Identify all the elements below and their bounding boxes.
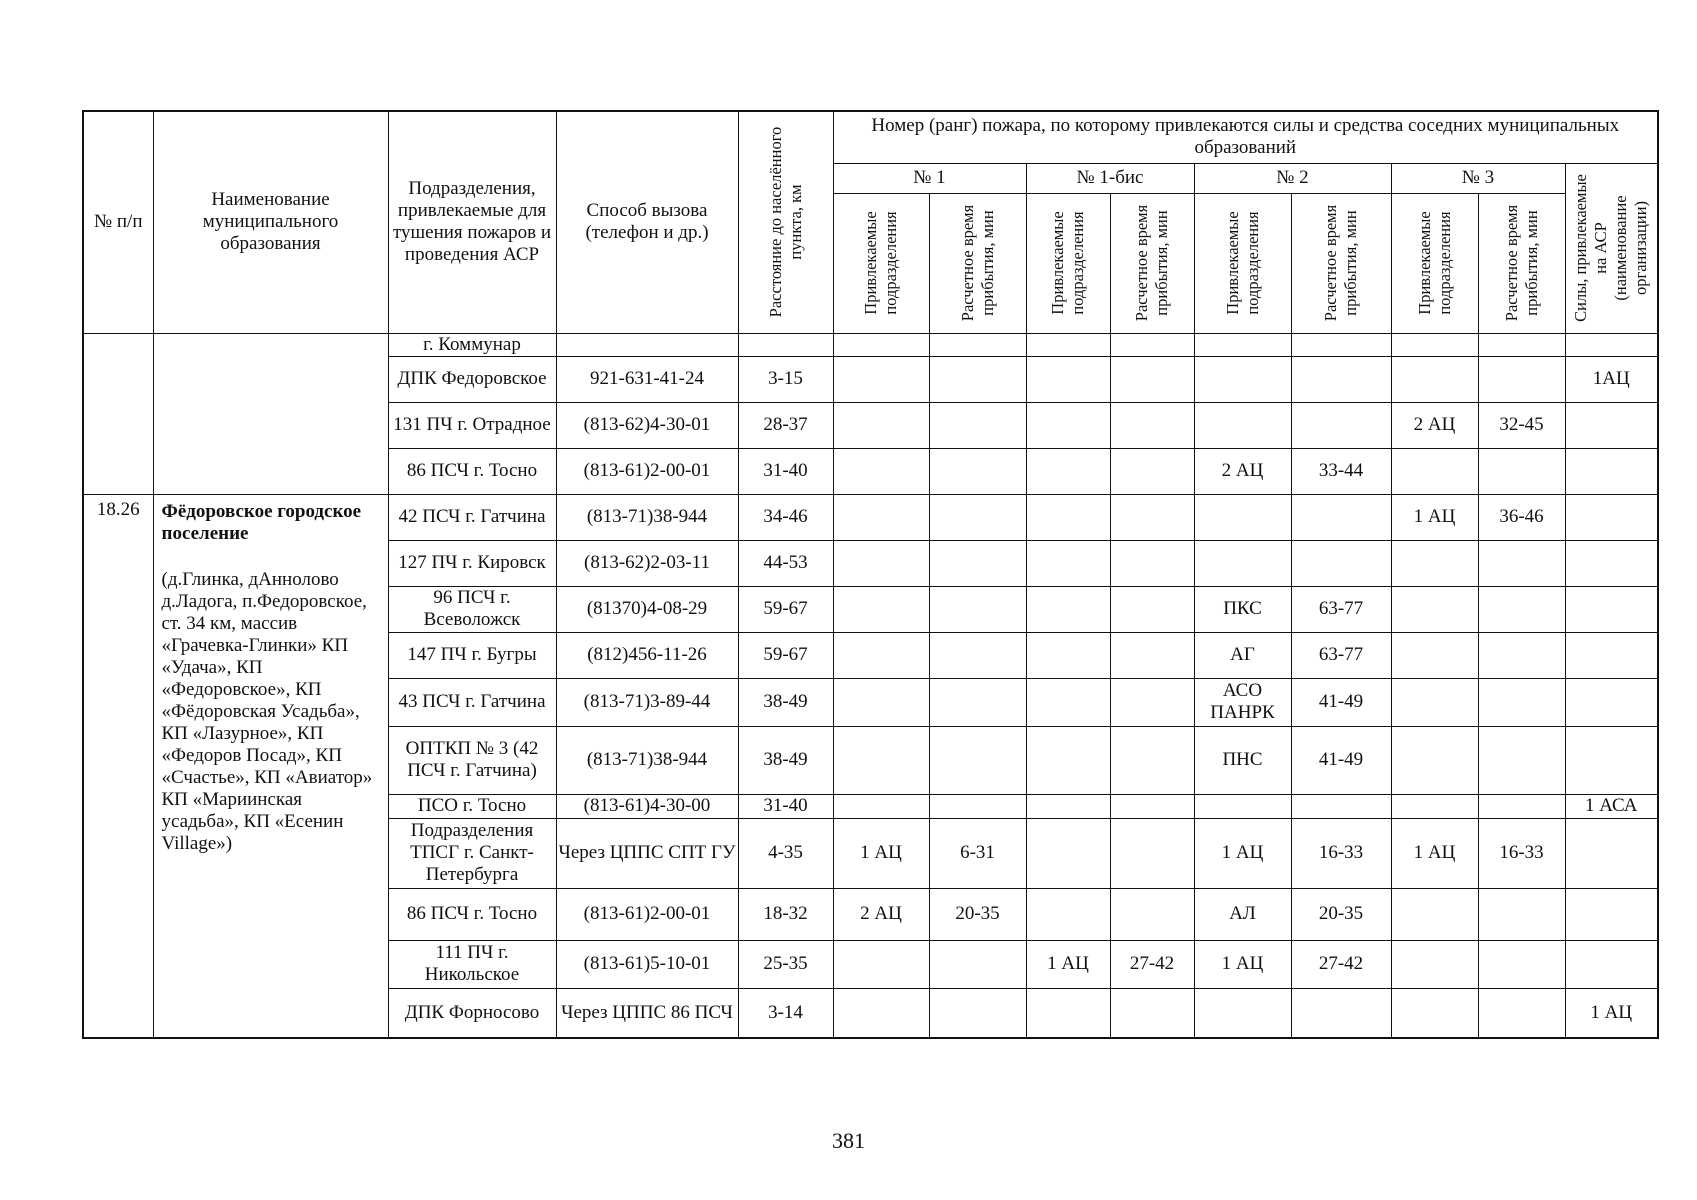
r2-time-cell (1291, 333, 1391, 356)
unit-cell: ОПТКП № 3 (42 ПСЧ г. Гатчина) (388, 726, 556, 794)
asr-cell (1565, 726, 1658, 794)
r3-units-cell (1391, 988, 1478, 1038)
call-cell: (813-71)38-944 (556, 726, 738, 794)
distance-cell: 34-46 (738, 494, 833, 540)
r1bis-time-cell (1110, 356, 1194, 402)
header-r3-units: Привлекаемые подразделения (1391, 193, 1478, 333)
r1bis-units-cell (1026, 586, 1110, 632)
r2-time-cell (1291, 988, 1391, 1038)
unit-cell: ПСО г. Тосно (388, 794, 556, 818)
r1bis-units-cell (1026, 794, 1110, 818)
r2-units-cell (1194, 402, 1291, 448)
r3-units-cell (1391, 726, 1478, 794)
asr-cell (1565, 632, 1658, 678)
header-r3-time: Расчетное время прибытия, мин (1478, 193, 1565, 333)
unit-cell: Подразделения ТПСГ г. Санкт-Петербурга (388, 818, 556, 888)
asr-cell (1565, 586, 1658, 632)
r1-units-cell (833, 678, 929, 726)
r1bis-time-cell (1110, 632, 1194, 678)
page-number: 381 (832, 1128, 865, 1153)
header-units: Подразделения, привлекаемые для тушения пожаров и проведения АСР (388, 111, 556, 333)
unit-cell: 43 ПСЧ г. Гатчина (388, 678, 556, 726)
r1-units-cell: 1 АЦ (833, 818, 929, 888)
r1bis-time-cell (1110, 540, 1194, 586)
call-cell: (812)456-11-26 (556, 632, 738, 678)
r1bis-time-cell (1110, 494, 1194, 540)
header-rank-1: № 1 (833, 163, 1026, 193)
r1-time-cell (929, 726, 1026, 794)
unit-cell: ДПК Федоровское (388, 356, 556, 402)
r1-units-cell (833, 940, 929, 988)
r1-units-cell (833, 333, 929, 356)
r3-units-cell (1391, 333, 1478, 356)
call-cell: Через ЦППС 86 ПСЧ (556, 988, 738, 1038)
r1-units-cell: 2 АЦ (833, 888, 929, 940)
r2-units-cell: АЛ (1194, 888, 1291, 940)
r1bis-units-cell (1026, 678, 1110, 726)
unit-cell: 96 ПСЧ г. Всеволожск (388, 586, 556, 632)
r2-units-cell: АСО ПАНРК (1194, 678, 1291, 726)
municipality-settlements: (д.Глинка, дАннолово д.Ладога, п.Федоровское, ст. 34 км, массив «Грачевка-Глинки» КП «Удача», КП «Федоровское», КП «Фёдоровская Усадьба», КП «Лазурное», КП «Федоров Посад», КП «Счастье», КП «Авиатор» КП «Мариинская усадьба», КП «Есенин Village») (161, 568, 373, 854)
distance-cell: 38-49 (738, 726, 833, 794)
r1-time-cell: 20-35 (929, 888, 1026, 940)
r1-time-cell (929, 540, 1026, 586)
table-row (83, 494, 1658, 540)
r3-time-cell (1478, 888, 1565, 940)
distance-cell: 38-49 (738, 678, 833, 726)
asr-cell (1565, 448, 1658, 494)
unit-cell: г. Коммунар (388, 333, 556, 356)
r3-time-cell (1478, 940, 1565, 988)
call-cell: (813-61)2-00-01 (556, 888, 738, 940)
r2-time-cell: 63-77 (1291, 586, 1391, 632)
r2-units-cell: ПКС (1194, 586, 1291, 632)
r2-units-cell: 1 АЦ (1194, 940, 1291, 988)
header-asr-forces: Силы, привлекаемые на АСР (наименование организации) (1565, 163, 1658, 333)
asr-cell (1565, 494, 1658, 540)
r1-time-cell (929, 448, 1026, 494)
r1bis-time-cell (1110, 586, 1194, 632)
r2-time-cell (1291, 402, 1391, 448)
asr-cell (1565, 402, 1658, 448)
municipality-number: 18.26 (83, 494, 153, 1038)
header-call-method: Способ вызова (телефон и др.) (556, 111, 738, 333)
r3-units-cell (1391, 888, 1478, 940)
distance-cell: 28-37 (738, 402, 833, 448)
distance-cell: 59-67 (738, 632, 833, 678)
r1bis-time-cell (1110, 726, 1194, 794)
r2-time-cell: 16-33 (1291, 818, 1391, 888)
r3-units-cell: 2 АЦ (1391, 402, 1478, 448)
r3-units-cell: 1 АЦ (1391, 818, 1478, 888)
call-cell: (813-71)3-89-44 (556, 678, 738, 726)
call-cell: (813-62)4-30-01 (556, 402, 738, 448)
r2-time-cell (1291, 356, 1391, 402)
r1bis-time-cell: 27-42 (1110, 940, 1194, 988)
call-cell (556, 333, 738, 356)
r1-units-cell (833, 356, 929, 402)
asr-cell (1565, 540, 1658, 586)
r3-units-cell (1391, 586, 1478, 632)
header-num: № п/п (83, 111, 153, 333)
r1bis-time-cell (1110, 818, 1194, 888)
r1-time-cell (929, 632, 1026, 678)
r1-time-cell (929, 402, 1026, 448)
r2-time-cell: 41-49 (1291, 678, 1391, 726)
header-rank-3: № 3 (1391, 163, 1565, 193)
r2-time-cell: 41-49 (1291, 726, 1391, 794)
call-cell: (813-61)2-00-01 (556, 448, 738, 494)
r1bis-units-cell: 1 АЦ (1026, 940, 1110, 988)
distance-cell: 3-14 (738, 988, 833, 1038)
municipality-name: Фёдоровское городское поселение (161, 500, 362, 544)
header-r1-time: Расчетное время прибытия, мин (929, 193, 1026, 333)
r3-units-cell (1391, 940, 1478, 988)
r3-time-cell (1478, 678, 1565, 726)
r1-time-cell (929, 494, 1026, 540)
unit-cell: ДПК Форносово (388, 988, 556, 1038)
r1-time-cell (929, 940, 1026, 988)
r1-time-cell (929, 356, 1026, 402)
r1bis-time-cell (1110, 888, 1194, 940)
r2-time-cell: 27-42 (1291, 940, 1391, 988)
r3-time-cell (1478, 794, 1565, 818)
unit-cell: 86 ПСЧ г. Тосно (388, 448, 556, 494)
r1-units-cell (833, 586, 929, 632)
unit-cell: 147 ПЧ г. Бугры (388, 632, 556, 678)
distance-cell: 18-32 (738, 888, 833, 940)
r3-time-cell (1478, 726, 1565, 794)
r1-units-cell (833, 726, 929, 794)
unit-cell: 86 ПСЧ г. Тосно (388, 888, 556, 940)
r1-time-cell (929, 586, 1026, 632)
r1bis-time-cell (1110, 794, 1194, 818)
r2-units-cell (1194, 540, 1291, 586)
asr-cell (1565, 678, 1658, 726)
r2-units-cell (1194, 494, 1291, 540)
asr-cell: 1АЦ (1565, 356, 1658, 402)
r1-time-cell (929, 988, 1026, 1038)
r1-units-cell (833, 402, 929, 448)
asr-cell (1565, 940, 1658, 988)
call-cell: 921-631-41-24 (556, 356, 738, 402)
r2-time-cell: 33-44 (1291, 448, 1391, 494)
r3-time-cell (1478, 540, 1565, 586)
r3-units-cell (1391, 678, 1478, 726)
r3-units-cell (1391, 448, 1478, 494)
header-rank-1bis: № 1-бис (1026, 163, 1194, 193)
r1-time-cell (929, 333, 1026, 356)
r3-time-cell: 16-33 (1478, 818, 1565, 888)
asr-cell: 1 АЦ (1565, 988, 1658, 1038)
r3-time-cell (1478, 333, 1565, 356)
r1bis-units-cell (1026, 818, 1110, 888)
prev-num-cell (83, 333, 153, 494)
r2-units-cell (1194, 794, 1291, 818)
table-row (83, 333, 1658, 356)
call-cell: (81370)4-08-29 (556, 586, 738, 632)
r1bis-units-cell (1026, 726, 1110, 794)
r1bis-time-cell (1110, 448, 1194, 494)
r3-units-cell: 1 АЦ (1391, 494, 1478, 540)
distance-cell: 31-40 (738, 794, 833, 818)
r3-units-cell (1391, 540, 1478, 586)
r1bis-units-cell (1026, 888, 1110, 940)
r3-time-cell (1478, 988, 1565, 1038)
r2-time-cell (1291, 540, 1391, 586)
call-cell: (813-62)2-03-11 (556, 540, 738, 586)
fire-deployment-table (82, 110, 1659, 1039)
r1-time-cell: 6-31 (929, 818, 1026, 888)
r1bis-time-cell (1110, 988, 1194, 1038)
call-cell: Через ЦППС СПТ ГУ (556, 818, 738, 888)
r1-time-cell (929, 678, 1026, 726)
r2-units-cell: 1 АЦ (1194, 818, 1291, 888)
distance-cell: 3-15 (738, 356, 833, 402)
call-cell: (813-71)38-944 (556, 494, 738, 540)
r1bis-units-cell (1026, 540, 1110, 586)
distance-cell: 44-53 (738, 540, 833, 586)
r1-units-cell (833, 988, 929, 1038)
distance-cell (738, 333, 833, 356)
header-r1bis-time: Расчетное время прибытия, мин (1110, 193, 1194, 333)
header-rank-2: № 2 (1194, 163, 1391, 193)
asr-cell (1565, 333, 1658, 356)
unit-cell: 131 ПЧ г. Отрадное (388, 402, 556, 448)
r1bis-units-cell (1026, 356, 1110, 402)
r2-units-cell (1194, 356, 1291, 402)
header-distance: Расстояние до населённого пункта, км (738, 111, 833, 333)
r1bis-time-cell (1110, 402, 1194, 448)
header-r2-units: Привлекаемые подразделения (1194, 193, 1291, 333)
r2-units-cell (1194, 333, 1291, 356)
r2-units-cell: АГ (1194, 632, 1291, 678)
r2-time-cell (1291, 794, 1391, 818)
r2-time-cell: 20-35 (1291, 888, 1391, 940)
r1bis-time-cell (1110, 333, 1194, 356)
distance-cell: 25-35 (738, 940, 833, 988)
r3-units-cell (1391, 794, 1478, 818)
r3-time-cell (1478, 448, 1565, 494)
unit-cell: 127 ПЧ г. Кировск (388, 540, 556, 586)
r1bis-units-cell (1026, 333, 1110, 356)
call-cell: (813-61)4-30-00 (556, 794, 738, 818)
r2-units-cell: ПНС (1194, 726, 1291, 794)
r2-time-cell: 63-77 (1291, 632, 1391, 678)
r1bis-units-cell (1026, 448, 1110, 494)
r2-time-cell (1291, 494, 1391, 540)
r3-time-cell: 36-46 (1478, 494, 1565, 540)
r3-units-cell (1391, 356, 1478, 402)
r1-units-cell (833, 540, 929, 586)
distance-cell: 4-35 (738, 818, 833, 888)
asr-cell: 1 АСА (1565, 794, 1658, 818)
r3-time-cell (1478, 586, 1565, 632)
r1bis-units-cell (1026, 632, 1110, 678)
r2-units-cell: 2 АЦ (1194, 448, 1291, 494)
r1bis-units-cell (1026, 494, 1110, 540)
r3-time-cell: 32-45 (1478, 402, 1565, 448)
r1bis-units-cell (1026, 402, 1110, 448)
distance-cell: 31-40 (738, 448, 833, 494)
r1-time-cell (929, 794, 1026, 818)
header-r2-time: Расчетное время прибытия, мин (1291, 193, 1391, 333)
unit-cell: 42 ПСЧ г. Гатчина (388, 494, 556, 540)
prev-municipality-cell (153, 333, 388, 494)
r1-units-cell (833, 448, 929, 494)
r3-time-cell (1478, 632, 1565, 678)
r3-time-cell (1478, 356, 1565, 402)
r1-units-cell (833, 632, 929, 678)
r1bis-time-cell (1110, 678, 1194, 726)
unit-cell: 111 ПЧ г. Никольское (388, 940, 556, 988)
municipality-name-cell (153, 494, 388, 1038)
asr-cell (1565, 818, 1658, 888)
header-r1bis-units: Привлекаемые подразделения (1026, 193, 1110, 333)
header-r1-units: Привлекаемые подразделения (833, 193, 929, 333)
asr-cell (1565, 888, 1658, 940)
distance-cell: 59-67 (738, 586, 833, 632)
header-municipality: Наименование муниципального образования (153, 111, 388, 333)
r2-units-cell (1194, 988, 1291, 1038)
r3-units-cell (1391, 632, 1478, 678)
r1-units-cell (833, 494, 929, 540)
r1-units-cell (833, 794, 929, 818)
r1bis-units-cell (1026, 988, 1110, 1038)
header-fire-rank: Номер (ранг) пожара, по которому привлекаются силы и средства соседних муниципальных образований (833, 111, 1658, 163)
call-cell: (813-61)5-10-01 (556, 940, 738, 988)
